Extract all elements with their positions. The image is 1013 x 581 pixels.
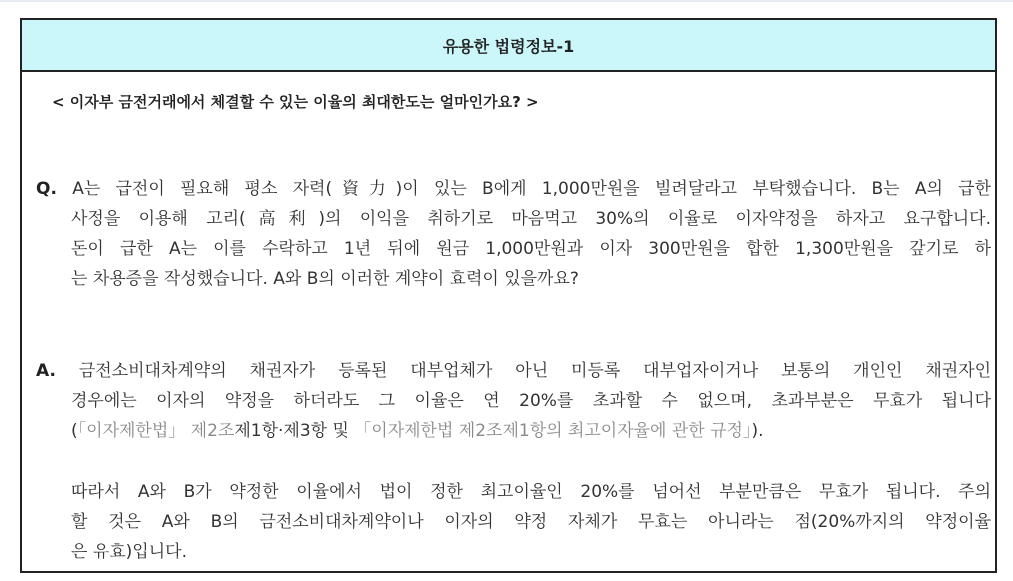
law-reference-2: 「이자제한법 제2조제1항의 최고이자율에 관한 규정」 <box>354 421 752 441</box>
article-reference: 제1항·제3항 및 <box>234 421 355 441</box>
card-title: 유용한 법령정보-1 <box>442 36 575 56</box>
question-line: 사정을 이용해 고리(高利)의 이익을 취하기로 마음먹고 30%의 이율로 이자약정을 하자고 요구합니다. <box>71 209 991 229</box>
followup-line: 따라서 A와 B가 약정한 이율에서 법이 정한 최고이율인 20%를 넘어선 부분만큼은 무효가 됩니다. 주의 <box>71 482 991 502</box>
question-marker: Q. <box>36 179 57 199</box>
ref-open-paren: ( <box>71 421 78 441</box>
question-line <box>36 174 991 204</box>
card-subtitle: < 이자부 금전거래에서 체결할 수 있는 이율의 최대한도는 얼마인가요? > <box>52 93 539 111</box>
followup-line: 할 것은 A와 B의 금전소비대차계약이나 이자의 약정 자체가 무효는 아니라는 점(20%까지의 약정이율 <box>71 512 991 532</box>
question-line: 돈이 급한 A는 이를 수락하고 1년 뒤에 원금 1,000만원과 이자 300만원을 합한 1,300만원을 갚기로 하 <box>71 239 991 259</box>
followup-block <box>36 477 991 567</box>
ref-close-paren: ). <box>751 421 764 441</box>
legal-reference <box>36 416 991 446</box>
answer-text: 금전소비대차계약의 채권자가 등록된 대부업체가 아닌 미등록 대부업자이거나 보통의 개인인 채권자인 <box>78 361 992 381</box>
top-divider <box>0 0 1013 2</box>
law-reference-1: 「이자제한법」 제2조 <box>77 421 235 441</box>
followup-line: 은 유효)입니다. <box>71 542 187 562</box>
answer-line <box>36 356 991 386</box>
question-block <box>36 174 991 294</box>
law-info-card <box>20 18 997 573</box>
answer-line: 경우에는 이자의 약정을 하더라도 그 이율은 연 20%를 초과할 수 없으며, 초과부분은 무효가 됩니다 <box>71 391 991 411</box>
card-header <box>22 20 995 72</box>
answer-block <box>36 356 991 446</box>
answer-marker: A. <box>36 361 56 381</box>
question-line: 는 차용증을 작성했습니다. A와 B의 이러한 계약이 효력이 있을까요? <box>71 269 579 289</box>
question-text: A는 급전이 필요해 평소 자력(資力)이 있는 B에게 1,000만원을 빌려달라고 부탁했습니다. B는 A의 급한 <box>72 179 992 199</box>
